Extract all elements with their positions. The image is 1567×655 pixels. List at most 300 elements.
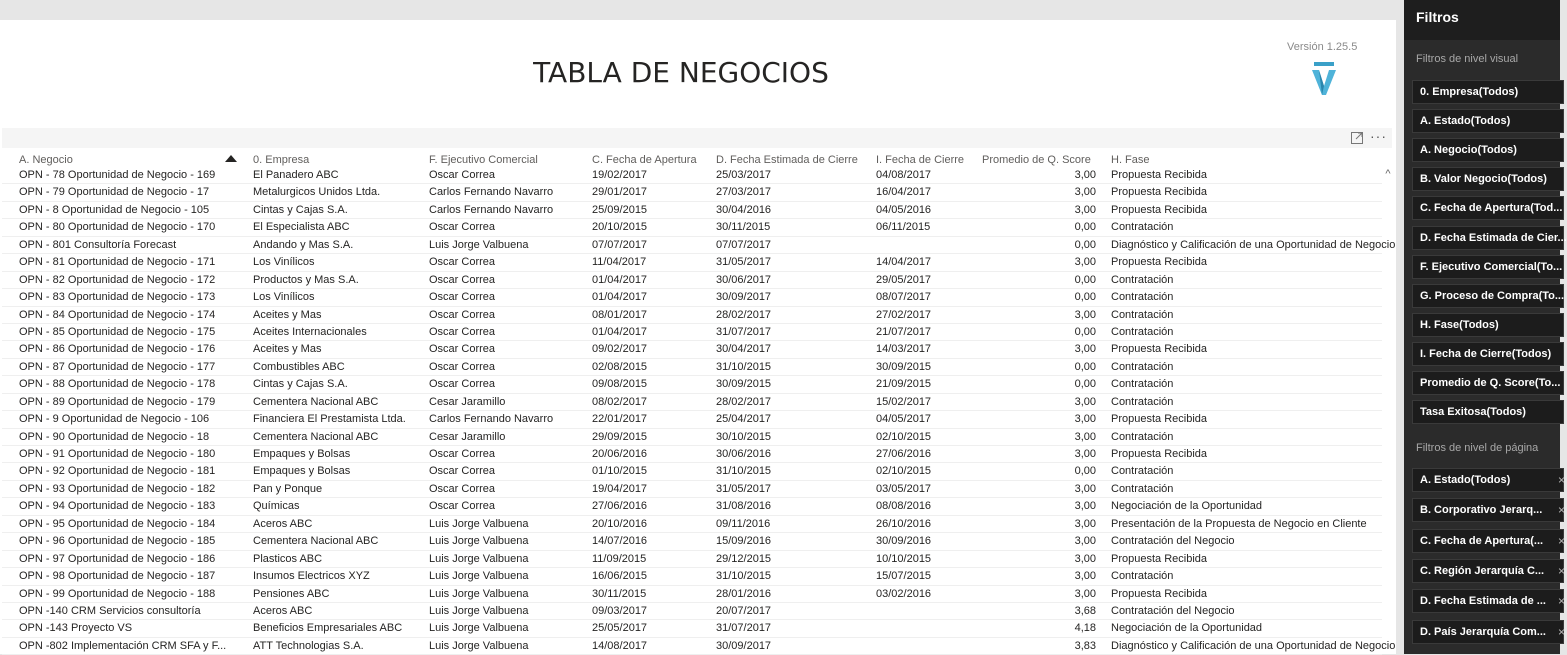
cell-q-score: 3,00	[1074, 500, 1096, 513]
remove-filter-icon[interactable]: ×	[1557, 594, 1565, 609]
page-filter-card[interactable]	[1412, 529, 1564, 553]
table-row[interactable]	[2, 341, 1382, 358]
cell-q-score: 3,68	[1074, 604, 1096, 617]
cell-q-score: 0,00	[1074, 360, 1096, 373]
cell-fase: Contratación	[1111, 360, 1174, 373]
cell-empresa: Cintas y Cajas S.A.	[253, 378, 348, 391]
cell-fecha-apertura: 22/01/2017	[592, 413, 648, 426]
cell-fecha-apertura: 16/06/2015	[592, 570, 648, 583]
cell-fecha-apertura: 20/10/2016	[592, 517, 648, 530]
visual-filter-card[interactable]	[1412, 342, 1564, 366]
table-header	[2, 154, 1382, 168]
visual-filter-card[interactable]	[1412, 80, 1564, 104]
visual-filter-card[interactable]	[1412, 313, 1564, 337]
cell-fecha-estimada: 30/06/2016	[716, 448, 772, 460]
cell-fecha-estimada: 31/05/2017	[716, 482, 772, 495]
filter-card-label: C. Región Jerarquía C...	[1420, 564, 1545, 577]
table-body	[2, 167, 1396, 654]
cell-q-score: 0,00	[1074, 378, 1096, 391]
table-row[interactable]	[2, 237, 1396, 254]
table-row[interactable]	[2, 586, 1382, 603]
page-filter-card[interactable]	[1412, 620, 1564, 644]
cell-negocio: OPN -140 CRM Servicios consultoría	[19, 604, 201, 617]
cell-negocio: OPN -802 Implementación CRM SFA y F...	[19, 639, 227, 652]
cell-q-score: 0,00	[1074, 325, 1096, 338]
table-row[interactable]	[2, 551, 1382, 568]
cell-q-score: 0,00	[1074, 238, 1096, 251]
cell-q-score: 3,00	[1074, 256, 1096, 269]
cell-fecha-estimada: 30/11/2015	[716, 221, 771, 234]
cell-ejecutivo: Luis Jorge Valbuena	[429, 570, 529, 583]
column-header-fecha-apertura[interactable]: C. Fecha de Apertura	[592, 154, 697, 166]
cell-ejecutivo: Oscar Correa	[429, 465, 496, 478]
filter-card-label: D. Fecha Estimada de ...	[1420, 595, 1546, 608]
cell-fecha-estimada: 31/10/2015	[716, 360, 772, 373]
cell-empresa: Químicas	[253, 500, 300, 513]
cell-q-score: 0,00	[1074, 221, 1096, 234]
cell-fecha-cierre: 30/09/2015	[876, 360, 932, 373]
cell-empresa: Aceros ABC	[253, 517, 313, 530]
cell-fecha-estimada: 30/04/2016	[716, 203, 772, 216]
cell-fecha-estimada: 15/09/2016	[716, 535, 772, 548]
visual-filter-card[interactable]	[1412, 167, 1564, 191]
cell-ejecutivo: Cesar Jaramillo	[429, 430, 506, 443]
cell-fecha-apertura: 01/04/2017	[592, 291, 648, 304]
cell-fecha-cierre: 04/05/2016	[876, 203, 932, 216]
table-row[interactable]	[2, 184, 1382, 201]
cell-fecha-apertura: 01/04/2017	[592, 273, 648, 286]
cell-negocio: OPN - 80 Oportunidad de Negocio - 170	[19, 221, 216, 234]
table-row[interactable]	[2, 620, 1382, 637]
cell-fase: Contratación	[1111, 395, 1174, 408]
cell-fecha-apertura: 19/04/2017	[592, 482, 648, 495]
cell-ejecutivo: Luis Jorge Valbuena	[429, 622, 529, 635]
cell-ejecutivo: Luis Jorge Valbuena	[429, 639, 529, 652]
filter-card-label: G. Proceso de Compra(To...	[1420, 289, 1565, 302]
visual-filter-card[interactable]	[1412, 196, 1564, 220]
cell-ejecutivo: Oscar Correa	[429, 482, 496, 495]
filter-card-label: D. País Jerarquía Com...	[1420, 625, 1546, 638]
table-visual[interactable]	[2, 128, 1394, 654]
remove-filter-icon[interactable]: ×	[1557, 503, 1565, 518]
table-row[interactable]	[2, 411, 1382, 428]
cell-negocio: OPN -143 Proyecto VS	[19, 622, 133, 635]
cell-fase: Contratación	[1111, 291, 1174, 304]
cell-fecha-cierre: 30/09/2016	[876, 535, 932, 548]
cell-fecha-apertura: 11/09/2015	[592, 552, 647, 565]
cell-negocio: OPN - 87 Oportunidad de Negocio - 177	[19, 360, 216, 373]
cell-negocio: OPN - 94 Oportunidad de Negocio - 183	[19, 500, 216, 513]
column-header-negocio[interactable]: A. Negocio	[19, 154, 73, 166]
table-row[interactable]	[2, 498, 1382, 515]
cell-q-score: 3,00	[1074, 169, 1096, 181]
cell-fecha-estimada: 30/09/2017	[716, 291, 772, 304]
cell-empresa: Pan y Ponque	[253, 482, 323, 495]
cell-fecha-apertura: 11/04/2017	[592, 256, 647, 269]
cell-q-score: 3,00	[1074, 552, 1096, 565]
column-header-fecha-cierre[interactable]: I. Fecha de Cierre	[876, 154, 965, 166]
cell-q-score: 3,00	[1074, 535, 1096, 548]
cell-fecha-apertura: 07/07/2017	[592, 238, 648, 251]
cell-fecha-apertura: 25/05/2017	[592, 622, 648, 635]
cell-ejecutivo: Oscar Correa	[429, 448, 496, 460]
cell-fecha-cierre: 06/11/2015	[876, 221, 931, 234]
table-row[interactable]	[2, 516, 1382, 533]
cell-fecha-apertura: 09/03/2017	[592, 604, 648, 617]
cell-fecha-apertura: 30/11/2015	[592, 587, 647, 600]
cell-q-score: 3,00	[1074, 517, 1096, 530]
column-header-fecha-estimada[interactable]: D. Fecha Estimada de Cierre	[716, 154, 858, 166]
cell-ejecutivo: Oscar Correa	[429, 221, 496, 234]
cell-q-score: 3,00	[1074, 203, 1096, 216]
cell-fase: Contratación	[1111, 465, 1174, 478]
cell-q-score: 3,00	[1074, 395, 1096, 408]
cell-empresa: Combustibles ABC	[253, 360, 345, 373]
cell-negocio: OPN - 84 Oportunidad de Negocio - 174	[19, 308, 216, 321]
filter-card-label: A. Estado(Todos)	[1420, 474, 1511, 486]
column-header-q-score[interactable]: Promedio de Q. Score	[982, 154, 1091, 166]
cell-ejecutivo: Luis Jorge Valbuena	[429, 552, 529, 565]
cell-fase: Contratación	[1111, 221, 1174, 234]
filter-card-label: Tasa Exitosa(Todos)	[1420, 406, 1526, 419]
cell-negocio: OPN - 92 Oportunidad de Negocio - 181	[19, 465, 216, 478]
cell-empresa: Aceites y Mas	[253, 308, 322, 321]
cell-fecha-estimada: 25/04/2017	[716, 413, 772, 426]
page-filter-card[interactable]	[1412, 559, 1564, 583]
table-row[interactable]	[2, 376, 1382, 393]
page-filter-card[interactable]	[1412, 589, 1564, 613]
filter-card-label: D. Fecha Estimada de Cier...	[1420, 231, 1567, 244]
remove-filter-icon[interactable]: ×	[1557, 473, 1565, 487]
cell-fecha-apertura: 14/07/2016	[592, 535, 648, 548]
table-row[interactable]	[2, 359, 1382, 376]
cell-ejecutivo: Oscar Correa	[429, 291, 496, 304]
visual-filter-card[interactable]	[1412, 109, 1564, 133]
table-row[interactable]	[2, 533, 1382, 550]
cell-fecha-apertura: 02/08/2015	[592, 360, 648, 373]
cell-fecha-estimada: 30/09/2015	[716, 378, 772, 391]
filter-card-label: 0. Empresa(Todos)	[1420, 86, 1519, 98]
cell-fecha-estimada: 31/07/2017	[716, 622, 772, 635]
sort-ascending-icon[interactable]	[225, 155, 237, 162]
cell-negocio: OPN - 90 Oportunidad de Negocio - 18	[19, 430, 210, 443]
cell-fecha-apertura: 08/02/2017	[592, 395, 648, 408]
filter-card-label: I. Fecha de Cierre(Todos)	[1420, 347, 1552, 360]
cell-fecha-cierre: 14/04/2017	[876, 256, 932, 269]
cell-q-score: 0,00	[1074, 465, 1096, 478]
cell-negocio: OPN - 93 Oportunidad de Negocio - 182	[19, 482, 216, 495]
visual-filter-card[interactable]	[1412, 400, 1564, 424]
cell-empresa: Los Vinílicos	[253, 256, 315, 269]
version-label: Versión 1.25.5	[1287, 41, 1358, 53]
cell-fecha-estimada: 30/04/2017	[716, 343, 772, 356]
cell-fecha-cierre: 08/08/2016	[876, 500, 932, 513]
table-row[interactable]	[2, 429, 1382, 446]
table-row[interactable]	[2, 463, 1382, 480]
cell-q-score: 3,00	[1074, 448, 1096, 460]
filter-card-label: B. Valor Negocio(Todos)	[1420, 173, 1547, 186]
cell-q-score: 3,00	[1074, 308, 1096, 321]
cell-q-score: 0,00	[1074, 273, 1096, 286]
cell-negocio: OPN - 88 Oportunidad de Negocio - 178	[19, 378, 216, 391]
cell-fase: Contratación	[1111, 308, 1174, 321]
cell-ejecutivo: Luis Jorge Valbuena	[429, 587, 529, 600]
cell-negocio: OPN - 81 Oportunidad de Negocio - 171	[19, 256, 216, 269]
focus-mode-icon[interactable]	[1350, 131, 1364, 145]
cell-fecha-apertura: 09/08/2015	[592, 378, 648, 391]
page-filter-card[interactable]	[1412, 468, 1564, 492]
cell-empresa: Empaques y Bolsas	[253, 465, 351, 478]
cell-fecha-cierre: 15/02/2017	[876, 395, 932, 408]
cell-ejecutivo: Luis Jorge Valbuena	[429, 535, 529, 548]
cell-fecha-estimada: 28/01/2016	[716, 587, 772, 600]
cell-negocio: OPN - 8 Oportunidad de Negocio - 105	[19, 203, 210, 216]
filter-card-label: F. Ejecutivo Comercial(To...	[1420, 260, 1563, 273]
cell-q-score: 3,00	[1074, 186, 1096, 199]
column-header-fase[interactable]: H. Fase	[1111, 154, 1150, 166]
cell-negocio: OPN - 9 Oportunidad de Negocio - 106	[19, 413, 210, 426]
cell-fase: Propuesta Recibida	[1111, 413, 1208, 426]
cell-q-score: 3,00	[1074, 570, 1096, 583]
cell-empresa: Andando y Mas S.A.	[253, 238, 354, 251]
filter-card-label: B. Corporativo Jerarq...	[1420, 504, 1543, 517]
table-row[interactable]	[2, 307, 1382, 324]
cell-empresa: Aceites y Mas	[253, 343, 322, 356]
cell-fecha-cierre: 26/10/2016	[876, 517, 932, 530]
cell-empresa: ATT Technologias S.A.	[253, 639, 364, 652]
cell-fase: Negociación de la Oportunidad	[1111, 622, 1263, 635]
cell-negocio: OPN - 91 Oportunidad de Negocio - 180	[19, 448, 216, 460]
cell-ejecutivo: Carlos Fernando Navarro	[429, 203, 554, 216]
table-row[interactable]	[2, 202, 1382, 219]
cell-fecha-estimada: 20/07/2017	[716, 604, 772, 617]
cell-fecha-estimada: 25/03/2017	[716, 169, 772, 181]
table-row[interactable]	[2, 254, 1382, 271]
cell-fase: Propuesta Recibida	[1111, 203, 1208, 216]
table-row[interactable]	[2, 219, 1382, 236]
cell-fase: Propuesta Recibida	[1111, 587, 1208, 600]
cell-empresa: El Panadero ABC	[253, 169, 339, 181]
cell-fecha-apertura: 20/10/2015	[592, 221, 648, 234]
cell-fecha-apertura: 27/06/2016	[592, 500, 648, 513]
cell-fecha-estimada: 28/02/2017	[716, 308, 772, 321]
table-row[interactable]	[2, 394, 1382, 411]
cell-fecha-cierre: 29/05/2017	[876, 273, 932, 286]
cell-fecha-apertura: 19/02/2017	[592, 169, 648, 181]
remove-filter-icon[interactable]: ×	[1557, 624, 1565, 639]
cell-negocio: OPN - 95 Oportunidad de Negocio - 184	[19, 517, 216, 530]
cell-fase: Presentación de la Propuesta de Negocio en Cliente	[1111, 517, 1367, 530]
cell-negocio: OPN - 85 Oportunidad de Negocio - 175	[19, 325, 216, 338]
cell-fase: Contratación	[1111, 430, 1174, 443]
cell-fase: Propuesta Recibida	[1111, 186, 1208, 199]
cell-fecha-cierre: 27/02/2017	[876, 308, 932, 321]
cell-fecha-estimada: 07/07/2017	[716, 238, 772, 251]
cell-fecha-estimada: 30/06/2017	[716, 273, 772, 286]
cell-fecha-apertura: 14/08/2017	[592, 639, 648, 652]
cell-negocio: OPN - 96 Oportunidad de Negocio - 185	[19, 535, 216, 548]
cell-fase: Negociación de la Oportunidad	[1111, 500, 1263, 513]
cell-fecha-cierre: 08/07/2017	[876, 291, 932, 304]
table-row[interactable]	[2, 481, 1382, 498]
cell-negocio: OPN - 82 Oportunidad de Negocio - 172	[19, 273, 216, 286]
cell-ejecutivo: Oscar Correa	[429, 360, 496, 373]
filter-card-label: C. Fecha de Apertura(Tod...	[1420, 202, 1563, 215]
cell-fecha-cierre: 21/07/2017	[876, 325, 932, 338]
cell-ejecutivo: Cesar Jaramillo	[429, 395, 506, 408]
table-row[interactable]	[2, 638, 1396, 655]
cell-ejecutivo: Oscar Correa	[429, 343, 496, 356]
filter-card-label: A. Negocio(Todos)	[1420, 144, 1517, 157]
cell-empresa: Productos y Mas S.A.	[253, 273, 359, 286]
cell-fecha-estimada: 28/02/2017	[716, 395, 772, 408]
visual-filter-card[interactable]	[1412, 226, 1567, 250]
visual-filter-card[interactable]	[1412, 138, 1564, 162]
scroll-up-icon[interactable]: ^	[1385, 168, 1391, 180]
visual-filter-card[interactable]	[1412, 255, 1564, 279]
vertical-scrollbar[interactable]	[1382, 168, 1394, 654]
cell-ejecutivo: Oscar Correa	[429, 308, 496, 321]
cell-fecha-cierre: 03/02/2016	[876, 587, 932, 600]
table-row[interactable]	[2, 446, 1382, 463]
cell-fecha-estimada: 27/03/2017	[716, 186, 772, 199]
filters-header	[1404, 0, 1560, 40]
cell-fecha-cierre: 16/04/2017	[876, 186, 932, 199]
cell-ejecutivo: Carlos Fernando Navarro	[429, 186, 554, 199]
cell-empresa: Pensiones ABC	[253, 587, 330, 600]
cell-empresa: El Especialista ABC	[253, 221, 350, 234]
cell-empresa: Cementera Nacional ABC	[253, 535, 379, 548]
cell-fecha-estimada: 31/05/2017	[716, 256, 772, 269]
table-row[interactable]	[2, 167, 1382, 184]
page-filters-label: Filtros de nivel de página	[1416, 442, 1539, 454]
cell-fecha-cierre: 02/10/2015	[876, 465, 932, 478]
cell-fase: Propuesta Recibida	[1111, 256, 1208, 269]
cell-q-score: 3,00	[1074, 413, 1096, 426]
cell-q-score: 3,00	[1074, 343, 1096, 356]
cell-negocio: OPN - 78 Oportunidad de Negocio - 169	[19, 169, 216, 181]
cell-fecha-cierre: 02/10/2015	[876, 430, 932, 443]
cell-fase: Contratación	[1111, 378, 1174, 391]
cell-ejecutivo: Luis Jorge Valbuena	[429, 604, 529, 617]
cell-fase: Contratación del Negocio	[1111, 604, 1235, 617]
cell-fecha-apertura: 01/04/2017	[592, 325, 648, 338]
cell-empresa: Financiera El Prestamista Ltda.	[253, 413, 406, 426]
cell-empresa: Insumos Electricos XYZ	[253, 570, 370, 583]
cell-negocio: OPN - 97 Oportunidad de Negocio - 186	[19, 552, 216, 565]
cell-ejecutivo: Oscar Correa	[429, 256, 496, 269]
cell-fase: Diagnóstico y Calificación de una Oportunidad de Negocio	[1111, 238, 1396, 251]
page-filter-card[interactable]	[1412, 498, 1564, 522]
cell-fecha-cierre: 03/05/2017	[876, 482, 932, 495]
filter-card-label: C. Fecha de Apertura(...	[1420, 534, 1544, 547]
table-row[interactable]	[2, 324, 1382, 341]
cell-fase: Propuesta Recibida	[1111, 552, 1208, 565]
cell-empresa: Metalurgicos Unidos Ltda.	[253, 186, 381, 199]
cell-fecha-estimada: 31/08/2016	[716, 500, 772, 513]
cell-ejecutivo: Oscar Correa	[429, 169, 496, 181]
cell-empresa: Cementera Nacional ABC	[253, 395, 379, 408]
visual-header	[2, 128, 1392, 148]
table-row[interactable]	[2, 603, 1382, 620]
cell-ejecutivo: Carlos Fernando Navarro	[429, 413, 554, 426]
brand-logo	[1310, 62, 1338, 96]
cell-q-score: 3,00	[1074, 430, 1096, 443]
cell-negocio: OPN - 89 Oportunidad de Negocio - 179	[19, 395, 216, 408]
cell-fecha-apertura: 29/09/2015	[592, 430, 648, 443]
cell-fase: Propuesta Recibida	[1111, 448, 1208, 460]
cell-empresa: Los Vinílicos	[253, 291, 315, 304]
report-canvas	[0, 20, 1396, 654]
cell-negocio: OPN - 79 Oportunidad de Negocio - 17	[19, 186, 210, 199]
cell-fecha-estimada: 29/12/2015	[716, 552, 772, 565]
cell-ejecutivo: Oscar Correa	[429, 500, 496, 513]
cell-fecha-apertura: 01/10/2015	[592, 465, 648, 478]
cell-fecha-cierre: 10/10/2015	[876, 552, 932, 565]
cell-fecha-estimada: 31/10/2015	[716, 570, 772, 583]
cell-negocio: OPN - 801 Consultoría Forecast	[19, 238, 177, 251]
table-row[interactable]	[2, 272, 1382, 289]
cell-negocio: OPN - 83 Oportunidad de Negocio - 173	[19, 291, 216, 304]
cell-fecha-apertura: 25/09/2015	[592, 203, 648, 216]
cell-fecha-cierre: 04/08/2017	[876, 169, 932, 181]
remove-filter-icon[interactable]: ×	[1557, 533, 1565, 548]
cell-fecha-estimada: 30/09/2017	[716, 639, 772, 652]
cell-fecha-apertura: 09/02/2017	[592, 343, 648, 356]
cell-q-score: 3,00	[1074, 482, 1096, 495]
cell-fase: Contratación	[1111, 325, 1174, 338]
cell-fecha-apertura: 29/01/2017	[592, 186, 648, 199]
column-header-empresa[interactable]: 0. Empresa	[253, 154, 310, 166]
cell-q-score: 3,83	[1074, 639, 1096, 652]
filter-card-label: H. Fase(Todos)	[1420, 318, 1499, 331]
column-header-ejecutivo[interactable]: F. Ejecutivo Comercial	[429, 154, 538, 166]
cell-fecha-cierre: 14/03/2017	[876, 343, 932, 356]
visual-filters-label: Filtros de nivel visual	[1416, 53, 1519, 65]
cell-fecha-apertura: 20/06/2016	[592, 448, 648, 460]
cell-fase: Propuesta Recibida	[1111, 169, 1208, 181]
cell-fecha-cierre: 21/09/2015	[876, 378, 932, 391]
visual-filter-card[interactable]	[1412, 284, 1564, 308]
cell-empresa: Beneficios Empresariales ABC	[253, 622, 403, 635]
cell-ejecutivo: Oscar Correa	[429, 273, 496, 286]
more-options-icon[interactable]: ···	[1370, 128, 1387, 144]
filters-title: Filtros	[1416, 9, 1459, 25]
cell-fase: Contratación	[1111, 482, 1174, 495]
cell-fecha-estimada: 30/10/2015	[716, 430, 772, 443]
table-row[interactable]	[2, 289, 1382, 306]
cell-fecha-estimada: 31/07/2017	[716, 325, 772, 338]
cell-fase: Contratación del Negocio	[1111, 535, 1235, 548]
cell-empresa: Aceites Internacionales	[253, 325, 367, 338]
cell-fecha-estimada: 09/11/2016	[716, 517, 771, 530]
cell-fecha-apertura: 08/01/2017	[592, 308, 648, 321]
table-row[interactable]	[2, 568, 1382, 585]
filter-card-label: Promedio de Q. Score(To...	[1420, 377, 1561, 389]
cell-fecha-cierre: 27/06/2016	[876, 448, 932, 460]
page-title: TABLA DE NEGOCIOS	[533, 56, 829, 89]
cell-negocio: OPN - 86 Oportunidad de Negocio - 176	[19, 343, 216, 356]
cell-ejecutivo: Oscar Correa	[429, 378, 496, 391]
visual-filter-card[interactable]	[1412, 371, 1564, 395]
remove-filter-icon[interactable]: ×	[1557, 563, 1565, 578]
cell-negocio: OPN - 99 Oportunidad de Negocio - 188	[19, 587, 216, 600]
cell-empresa: Aceros ABC	[253, 604, 313, 617]
cell-fase: Contratación	[1111, 273, 1174, 286]
cell-ejecutivo: Oscar Correa	[429, 325, 496, 338]
cell-fecha-cierre: 15/07/2015	[876, 570, 932, 583]
cell-ejecutivo: Luis Jorge Valbuena	[429, 238, 529, 251]
